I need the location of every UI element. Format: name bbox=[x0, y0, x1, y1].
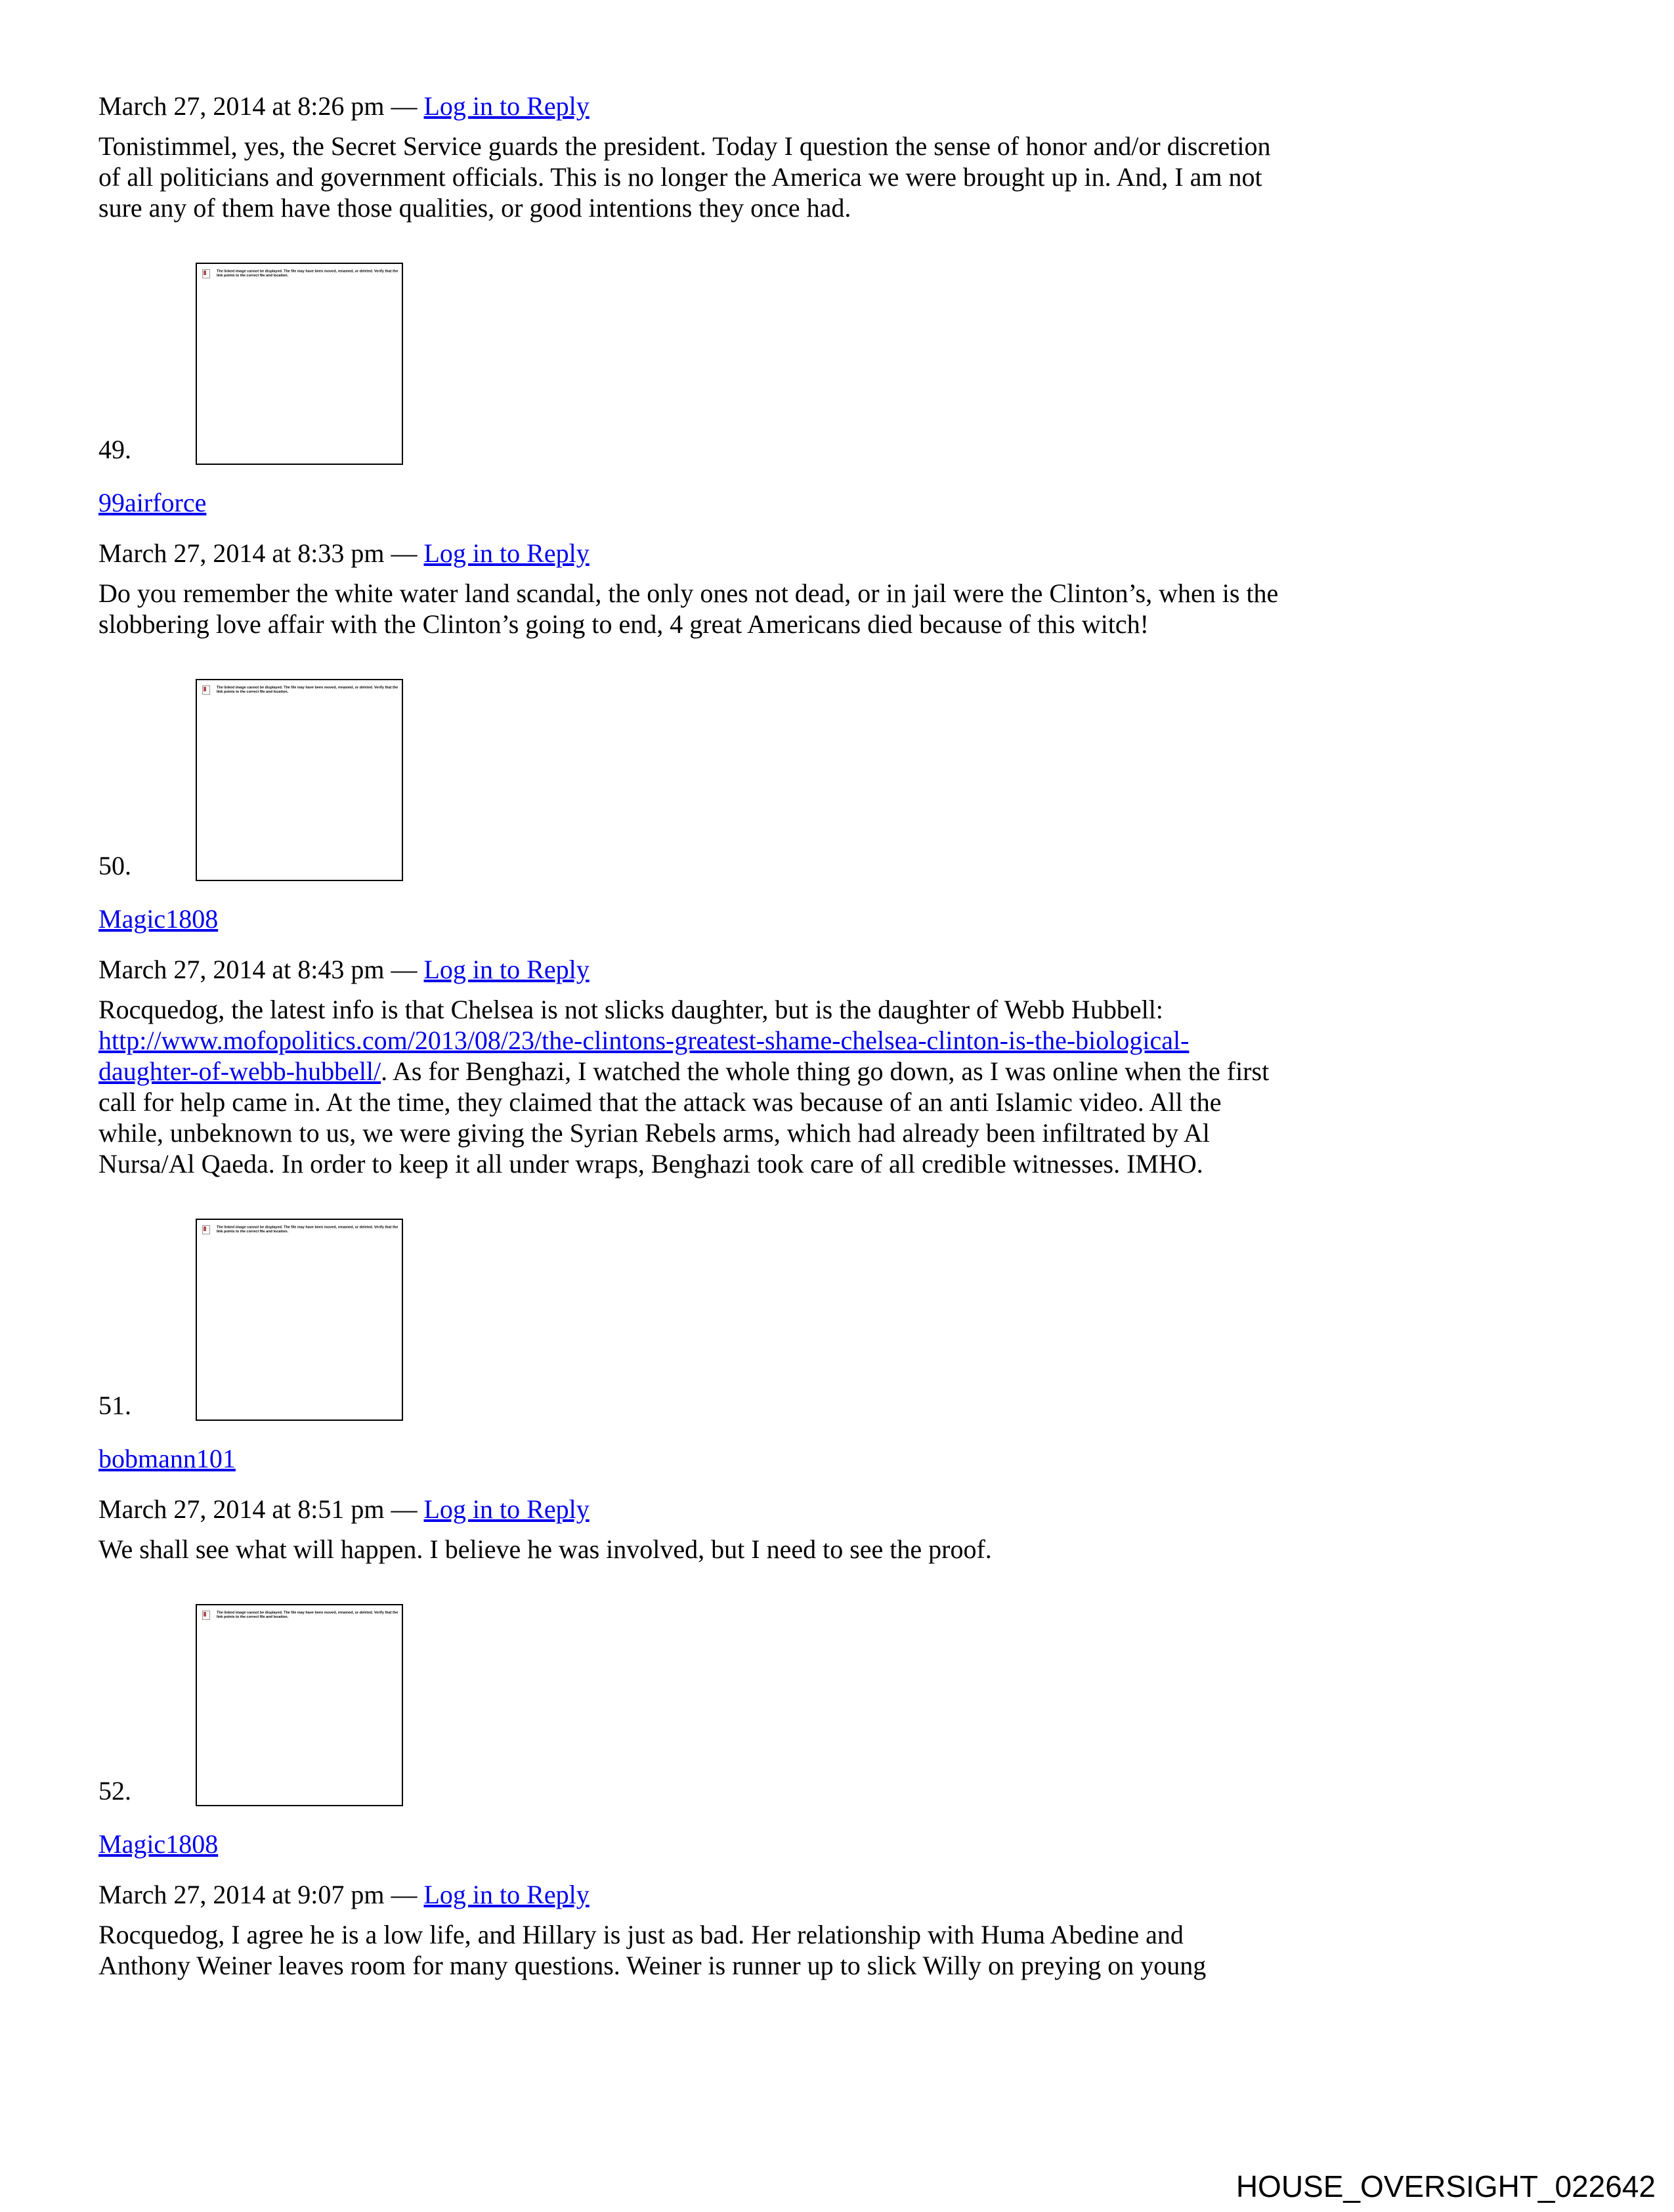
comment-author-row bbox=[98, 1829, 1608, 1859]
username-link[interactable]: Magic1808 bbox=[98, 1829, 219, 1859]
broken-image-message: The linked image cannot be displayed. The file may have been moved, renamed, or deleted. Verify that the link points to the correct file and location. bbox=[217, 1611, 398, 1619]
comment-item bbox=[98, 1219, 1608, 1565]
comment-author-row bbox=[98, 1443, 1608, 1474]
comment-avatar-row bbox=[98, 263, 1608, 465]
comment-meta-line bbox=[98, 538, 1608, 569]
date-reply-separator: — bbox=[391, 1880, 424, 1909]
comment-meta-line bbox=[98, 91, 1608, 121]
comment-text-line bbox=[98, 1534, 1608, 1565]
comment-text bbox=[98, 131, 1608, 223]
broken-avatar-image bbox=[196, 1219, 403, 1421]
comment-text bbox=[98, 578, 1608, 640]
comment-item bbox=[98, 263, 1608, 640]
comment-text-segment: . As for Benghazi, I watched the whole thing go down, as I was online when the first bbox=[381, 1056, 1270, 1086]
comment-date: March 27, 2014 at 9:07 pm bbox=[98, 1880, 385, 1909]
broken-avatar-image bbox=[196, 1604, 403, 1806]
comment-item bbox=[98, 1604, 1608, 1981]
username-link[interactable]: 99airforce bbox=[98, 488, 207, 517]
comment-text-segment: Do you remember the white water land scandal, the only ones not dead, or in jail were the Clinton’s, when is the bbox=[98, 578, 1279, 608]
bates-number: HOUSE_OVERSIGHT_022642 bbox=[1235, 2169, 1656, 2203]
login-to-reply-link[interactable]: Log in to Reply bbox=[423, 538, 590, 568]
comment-text-line bbox=[98, 1087, 1608, 1117]
comment-text bbox=[98, 1919, 1608, 1981]
comment-text-line bbox=[98, 1950, 1608, 1981]
comment-avatar-row bbox=[98, 1604, 1608, 1806]
comment-number: 51. bbox=[98, 1391, 131, 1420]
date-reply-separator: — bbox=[391, 1494, 424, 1524]
broken-avatar-image bbox=[196, 679, 403, 881]
comment-text-line bbox=[98, 1117, 1608, 1148]
comment-text bbox=[98, 1534, 1608, 1565]
comment-text-line bbox=[98, 578, 1608, 609]
comment-text-segment: sure any of them have those qualities, or good intentions they once had. bbox=[98, 193, 851, 223]
comment-text bbox=[98, 994, 1608, 1179]
comment-text-segment: while, unbeknown to us, we were giving the Syrian Rebels arms, which had already been infiltrated by Al bbox=[98, 1118, 1210, 1148]
login-to-reply-link[interactable]: Log in to Reply bbox=[423, 1880, 590, 1909]
comment-text-segment: Rocquedog, I agree he is a low life, and Hillary is just as bad. Her relationship with Huma Abedine and bbox=[98, 1920, 1184, 1949]
username-link[interactable]: Magic1808 bbox=[98, 904, 219, 934]
comment-text-line bbox=[98, 162, 1608, 192]
comment-text-line bbox=[98, 1056, 1608, 1087]
comment-number: 49. bbox=[98, 435, 131, 464]
broken-image-icon-glyph bbox=[204, 687, 206, 691]
comment-text-line bbox=[98, 131, 1608, 162]
broken-image-icon-glyph bbox=[204, 1612, 206, 1616]
comment-item bbox=[98, 679, 1608, 1179]
broken-image-message: The linked image cannot be displayed. The file may have been moved, renamed, or deleted. Verify that the link points to the correct file and location. bbox=[217, 269, 398, 278]
date-reply-separator: — bbox=[391, 955, 424, 984]
comment-text-segment: Nursa/Al Qaeda. In order to keep it all under wraps, Benghazi took care of all credible witnesses. IMHO. bbox=[98, 1149, 1203, 1179]
comment-text-line bbox=[98, 1148, 1608, 1179]
comment-list bbox=[98, 91, 1608, 1981]
broken-image-message: The linked image cannot be displayed. The file may have been moved, renamed, or deleted. Verify that the link points to the correct file and location. bbox=[217, 685, 398, 694]
comment-text-line bbox=[98, 609, 1608, 640]
broken-image-icon bbox=[202, 1225, 210, 1234]
login-to-reply-link[interactable]: Log in to Reply bbox=[423, 955, 590, 984]
comment-text-line bbox=[98, 994, 1608, 1025]
username-link[interactable]: bobmann101 bbox=[98, 1444, 236, 1473]
broken-image-icon bbox=[202, 1611, 210, 1620]
date-reply-separator: — bbox=[391, 538, 424, 568]
broken-image-message: The linked image cannot be displayed. The file may have been moved, renamed, or deleted. Verify that the link points to the correct file and location. bbox=[217, 1225, 398, 1234]
comment-date: March 27, 2014 at 8:51 pm bbox=[98, 1494, 385, 1524]
comment-text-segment: call for help came in. At the time, they claimed that the attack was because of an anti Islamic video. All the bbox=[98, 1087, 1222, 1117]
broken-image-icon bbox=[202, 685, 210, 695]
comment-avatar-row bbox=[98, 1219, 1608, 1421]
comment-item bbox=[98, 91, 1608, 223]
comment-date: March 27, 2014 at 8:33 pm bbox=[98, 538, 385, 568]
comment-text-segment: Anthony Weiner leaves room for many questions. Weiner is runner up to slick Willy on preying on young bbox=[98, 1951, 1207, 1980]
comment-text-line bbox=[98, 1919, 1608, 1950]
comment-text-line bbox=[98, 1025, 1608, 1056]
comment-date: March 27, 2014 at 8:43 pm bbox=[98, 955, 385, 984]
broken-image-icon-glyph bbox=[204, 271, 206, 275]
broken-image-icon bbox=[202, 269, 210, 278]
comment-text-line bbox=[98, 192, 1608, 223]
comment-meta-line bbox=[98, 1879, 1608, 1910]
inline-url-link[interactable]: daughter-of-webb-hubbell/ bbox=[98, 1056, 381, 1086]
comment-number: 52. bbox=[98, 1776, 131, 1806]
comment-text-segment: of all politicians and government officials. This is no longer the America we were brought up in. And, I am not bbox=[98, 162, 1262, 192]
comment-avatar-row bbox=[98, 679, 1608, 881]
inline-url-link[interactable]: http://www.mofopolitics.com/2013/08/23/the-clintons-greatest-shame-chelsea-clinton-is-the-biological- bbox=[98, 1026, 1190, 1055]
comment-date: March 27, 2014 at 8:26 pm bbox=[98, 91, 385, 121]
comment-author-row bbox=[98, 903, 1608, 934]
comment-meta-line bbox=[98, 1494, 1608, 1525]
login-to-reply-link[interactable]: Log in to Reply bbox=[423, 1494, 590, 1524]
comment-text-segment: We shall see what will happen. I believe he was involved, but I need to see the proof. bbox=[98, 1534, 992, 1564]
comment-author-row bbox=[98, 487, 1608, 518]
broken-avatar-image bbox=[196, 263, 403, 465]
broken-image-icon-glyph bbox=[204, 1226, 206, 1231]
comment-text-segment: slobbering love affair with the Clinton’s going to end, 4 great Americans died because of this witch! bbox=[98, 609, 1149, 639]
comment-text-segment: Tonistimmel, yes, the Secret Service guards the president. Today I question the sense of honor and/or discretion bbox=[98, 131, 1271, 161]
login-to-reply-link[interactable]: Log in to Reply bbox=[423, 91, 590, 121]
comment-meta-line bbox=[98, 954, 1608, 985]
date-reply-separator: — bbox=[391, 91, 424, 121]
comment-number: 50. bbox=[98, 851, 131, 880]
comment-text-segment: Rocquedog, the latest info is that Chelsea is not slicks daughter, but is the daughter of Webb Hubbell: bbox=[98, 995, 1163, 1024]
